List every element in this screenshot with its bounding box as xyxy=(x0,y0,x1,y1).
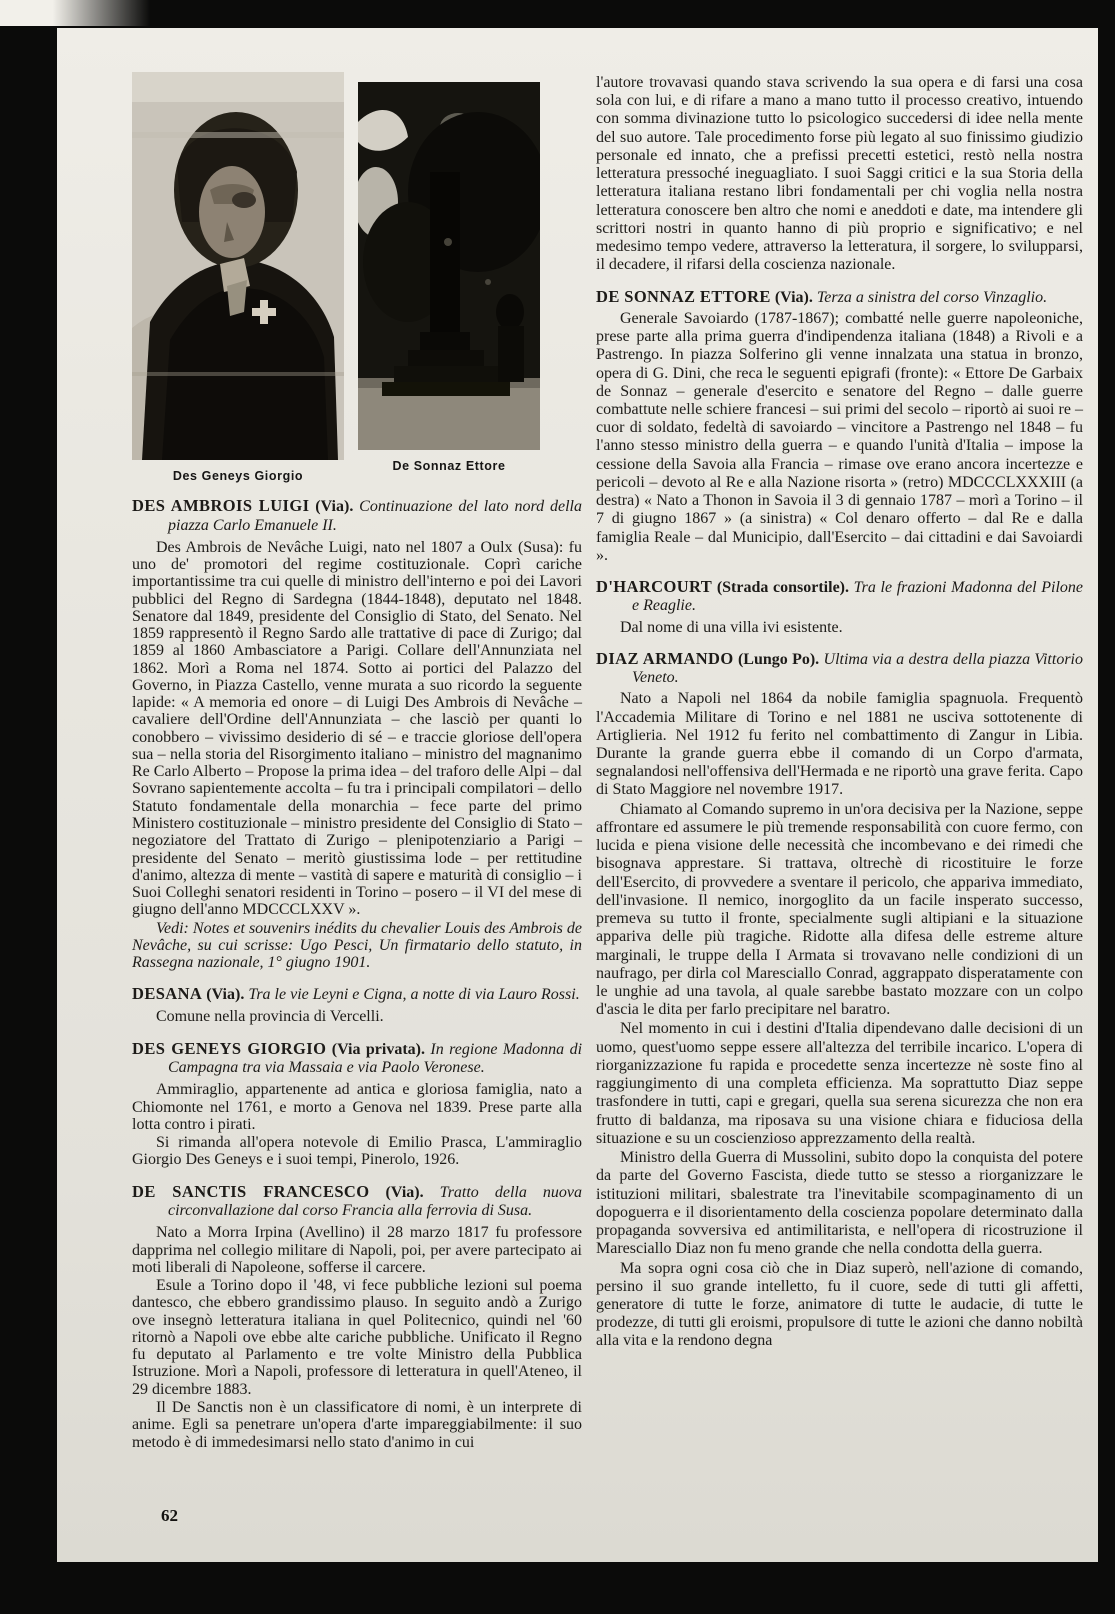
entry-location: Ultima via a destra della piazza Vittorio Veneto. xyxy=(632,650,1083,687)
entry-body xyxy=(596,310,1083,565)
entry-kind: (Strada consortile). xyxy=(716,579,849,597)
entry-location: Tratto della nuova circonvallazione dal corso Francia alla ferrovia di Susa. xyxy=(168,1183,583,1220)
entry-diaz-armando xyxy=(596,650,1083,1351)
entry-des-geneys-giorgio xyxy=(132,1039,582,1169)
paragraph: Ammiraglio, appartenente ad antica e gloriosa famiglia, nato a Chiomonte nel 1761, e morto a Genova nel 1839. Prese parte alla lotta contro i pirati. xyxy=(132,1081,582,1133)
figure-de-sonnaz xyxy=(358,82,540,473)
entry-d-harcourt xyxy=(596,578,1083,637)
entry-heading xyxy=(132,984,582,1005)
entry-location: In regione Madonna di Campagna tra via Massaia e via Paolo Veronese. xyxy=(168,1040,583,1077)
paragraph: Nato a Napoli nel 1864 da nobile famiglia spagnuola. Frequentò l'Accademia Militare di Torino e nel 1881 ne usciva sottotenente di Artiglieria. Nel 1912 fu ferito nel combattimento di Zangur in Libia. Durante la grande guerra ebbe il comando di un Corpo d'armata, segnalandosi nell'offensiva dell'Hermada e ne riportò una grave ferita. Capo di Stato Maggiore nel novembre 1917. xyxy=(596,690,1083,799)
entry-heading xyxy=(132,496,582,536)
entry-name: D'HARCOURT xyxy=(596,577,713,597)
figure-caption: Des Geneys Giorgio xyxy=(172,469,304,483)
entry-heading xyxy=(132,1039,582,1079)
entry-location: Continuazione del lato nord della piazza Carlo Emanuele II. xyxy=(168,498,582,534)
paragraph: Ministro della Guerra di Mussolini, subito dopo la conquista del potere da parte del Governo Fascista, diede tutto se stesso a riorganizzare le istituzioni militari, sbalestrate tra l'inevitabile scompaginamento di un dopoguerra e il disorientamento della coscienza popolare determinato dalla propaganda sovversiva ed antimilitarista, e nell'opera di ricostruzione il Maresciallo Diaz non fu meno grande che nella condotta della guerra. xyxy=(596,1149,1083,1258)
paragraph: Nato a Morra Irpina (Avellino) il 28 marzo 1817 fu professore dapprima nel collegio militare di Napoli, poi, per avere partecipato ai moti liberali di Napoleone, sofferse il carcere. xyxy=(132,1224,582,1276)
entry-heading xyxy=(596,288,1083,307)
entry-name: DE SONNAZ ETTORE xyxy=(596,286,771,306)
entry-name: DESANA xyxy=(132,984,203,1004)
entry-kind: (Via). xyxy=(315,498,354,515)
entry-location: Terza a sinistra del corso Vinzaglio. xyxy=(816,288,1048,306)
paragraph-citation: Vedi: Notes et souvenirs inédits du chevalier Louis des Ambrois de Nevâche, su cui scrisse: Ugo Pesci, Un firmatario dello statuto, in Rassegna nazionale, 1° giugno 1901. xyxy=(132,919,582,972)
paragraph: Dal nome di una villa ivi esistente. xyxy=(620,618,843,636)
paragraph: Esule a Torino dopo il '48, vi fece pubbliche lezioni sul poema dantesco, che ebbero grandissimo plauso. In seguito andò a Zurigo ove insegnò letteratura italiana in quel Politecnico, quindi nel '60 ritornò a Napoli ove ebbe alte cariche pubbliche. Unificato il Regno fu deputato al Parlamento e tre volte Ministro della Pubblica Istruzione. Morì a Napoli, professore di letteratura in quell'Ateneo, il 29 dicembre 1883. xyxy=(132,1277,582,1398)
entry-heading xyxy=(596,578,1083,615)
entry-name: DIAZ ARMANDO xyxy=(596,648,734,668)
entry-des-ambrois-luigi xyxy=(132,496,582,971)
left-column xyxy=(132,72,582,1451)
entry-name: DE SANCTIS FRANCESCO xyxy=(132,1181,370,1201)
right-column xyxy=(596,74,1083,1351)
entry-kind: (Lungo Po). xyxy=(737,650,820,668)
paragraph: Des Ambrois de Nevâche Luigi, nato nel 1807 a Oulx (Susa): fu uno de' promotori del regime costituzionale. Coprì cariche importantissime tra cui quelle di ministro dell'interno e poi dei Lavori pubblici del Regno di Sardegna (1844-1848), deputato nel 1848. Senatore dal 1849, presidente del Consiglio di Stato, del Senato. Nel 1859 rappresentò il Regno Sardo alle trattative di pace di Zurigo; dal 1859 al 1860 Ambasciatore a Parigi. Collare dell'Annunziata nel 1862. Morì a Roma nel 1874. Sotto ai portici del Palazzo del Governo, in Piazza Castello, venne murata a suo ricordo la seguente lapide: « A memoria ed onore – di Luigi Des Ambrois di Nevâche – cavaliere dell'Ordine dell'Annunziata – che lasciò per quanti lo conobbero – vivissimo desiderio di sé – e traccie gloriose dell'opera sua – nella storia del Risorgimento italiano – ministro del magnanimo Re Carlo Alberto – Propose la prima idea – del traforo delle Alpi – dal Sovrano sapientemente accolta – fu tra i principali compilatori – dello Statuto fondamentale della monarchia – fece parte del primo Ministero costituzionale – ministro presidente del Consiglio di Stato – negoziatore del Trattato di Zurigo – plenipotenziario a Parigi – presidente del Senato – meritò giustissima lode – per rettitudine d'animo, altezza di mente – vastità di sapere e maturità di consiglio – i Suoi Colleghi senatori residenti in Torino – posero – il VI del mese di giugno dell'anno MDCCCLXXV ». xyxy=(132,538,582,919)
figure-des-geneys xyxy=(132,72,344,483)
book-page xyxy=(57,28,1098,1562)
page-number: 62 xyxy=(161,1506,178,1525)
paragraph: Nel momento in cui i destini d'Italia dipendevano dalle decisioni di un uomo, quest'uomo seppe essere all'altezza del terribile incarico. L'opera di riorganizzazione fu rapida e procedette senza incertezze nè soste fino al raggiungimento di una completa efficienza. Ma soprattutto Diaz seppe trasfondere in tutti, capi e gregari, quella sua serena sicurezza che non era frutto di baldanza, ma riposava su una visione chiara e fiduciosa della situazione e su un coscienzioso apprezzamento della realtà. xyxy=(596,1020,1083,1147)
entry-body xyxy=(596,619,1083,637)
entry-name: DES GENEYS GIORGIO xyxy=(132,1038,327,1058)
entry-body xyxy=(596,690,1083,1350)
paragraph: Chiamato al Comando supremo in un'ora decisiva per la Nazione, seppe affrontare ed assumere le più tremende responsabilità con cuore fermo, con lucida e piena visione delle necessità che incombevano e dei rimedi che bisognava apprestare. Si trattava, oltrechè di ricostituire le forze dell'Esercito, di provvedere a sventare il pericolo, che appariva immediato, dell'invasione. Il nemico, inorgoglito da un facile insperato successo, premeva su tutto il fronte, specialmente sugli altipiani e la situazione appariva delle più tragiche. Ridotte alla difesa delle estreme alture marginali, le truppe della I Armata si trovavano nelle condizioni di un naufrago, per dirla col Maresciallo Conrad, aggrappato disperatamente con le unghie ad una tavola, al quale sarebbe bastato mozzare con un colpo d'ascia le dita per farlo precipitare nel baratro. xyxy=(596,800,1083,1019)
entry-name: DES AMBROIS LUIGI xyxy=(132,496,310,515)
entry-kind: (Via privata). xyxy=(331,1040,425,1058)
figures-row xyxy=(132,72,582,483)
paragraph: Generale Savoiardo (1787-1867); combatté nelle guerre napoleoniche, prese parte alla prima guerra d'indipendenza italiana (1848) a Rivoli e a Pastrengo. In piazza Solferino gli venne innalzata una statua in bronzo, opera di G. Dini, che reca le seguenti epigrafi (fronte): « Ettore De Garbaix de Sonnaz – generale d'esercito e senatore del Regno – dalle guerre combattute nelle schiere francesi – sui primi del secolo – riportò ai suoi re – cuor di soldato, fedeltà di savoiardo – vincitore a Pastrengo nel 1848 – fu l'anno stesso ministro della guerra – e quando l'unità d'Italia – impose la cessione della Savoia alla Francia – rimase ove erano ancora incertezze e pericoli – devoto al Re e alla Nazione risorta » (retro) MDCCCLXXXIII (a destra) « Nato a Thonon in Savoia il 3 di gennaio 1787 – morì a Torino – il 7 di giugno 1867 » (a sinistra) « Col denaro offerto – dal Re e dalla famiglia Reale – dal Municipio, dall'Esercito – dai cittadini e dai Savoiardi ». xyxy=(596,309,1083,564)
paragraph: Il De Sanctis non è un classificatore di nomi, è un interprete di anime. Egli sa penetrare un'opera d'arte impareggiabilmente: il suo metodo è di immedesimarsi nello stato d'animo in cui xyxy=(132,1399,582,1451)
entry-heading xyxy=(596,650,1083,687)
scan-edge-artifact xyxy=(0,0,150,26)
entry-location: Tra le frazioni Madonna del Pilone e Reaglie. xyxy=(632,579,1084,615)
entry-desana xyxy=(132,984,582,1025)
figure-caption: De Sonnaz Ettore xyxy=(392,459,506,473)
entry-kind: (Via). xyxy=(385,1183,424,1201)
paragraph: Ma sopra ogni cosa ciò che in Diaz superò, nell'azione di comando, persino il suo grande intelletto, fu il cuore, sede di tutti gli affetti, generatore di tutte le forze, animatore di tutte le audacie, di tutte le prodezze, di tutti gli eroismi, propulsore di tutte le azioni che danno nobiltà alla vita e la rendono degna xyxy=(596,1259,1083,1350)
entry-body xyxy=(132,539,582,972)
entry-body xyxy=(132,1081,582,1168)
entry-heading xyxy=(132,1182,582,1222)
paragraph: Comune nella provincia di Vercelli. xyxy=(156,1008,384,1026)
entry-kind: (Via). xyxy=(206,986,245,1004)
entry-de-sanctis-francesco xyxy=(132,1182,582,1451)
entry-location: Tra le vie Leyni e Cigna, a notte di via Lauro Rossi. xyxy=(248,986,580,1004)
entry-body xyxy=(132,1008,582,1025)
portrait-image xyxy=(132,72,344,460)
paragraph: Si rimanda all'opera notevole di Emilio Prasca, L'ammiraglio Giorgio Des Geneys e i suoi tempi, Pinerolo, 1926. xyxy=(132,1134,582,1169)
entry-kind: (Via). xyxy=(774,288,813,306)
entry-body xyxy=(132,1224,582,1450)
continuation-paragraph: l'autore trovavasi quando stava scrivendo la sua opera e di farsi una cosa sola con lui, e di rifare a mano a mano tutto il processo creativo, intuendo con somma divinazione tutto lo psicologico succedersi di idee nella mente del suo autore. Tale procedimento forse più legato al suo finissimo giudizio personale ed innato, che a prefissi precetti estetici, restò nella nostra letteratura pressoché ineguagliato. I suoi Saggi critici e la sua Storia della letteratura italiana restano libri fondamentali per chi voglia nella nostra letteratura conoscere ben altro che nomi e aneddoti e date, ma intendere gli scrittori nostri in quanto hanno di più proprio e significativo; e nel medesimo tempo vedere, attraverso la letteratura, il sorgere, lo svilupparsi, il decadere, il rifarsi della coscienza nazionale. xyxy=(596,74,1083,274)
monument-image xyxy=(358,82,540,450)
entry-de-sonnaz-ettore xyxy=(596,288,1083,566)
